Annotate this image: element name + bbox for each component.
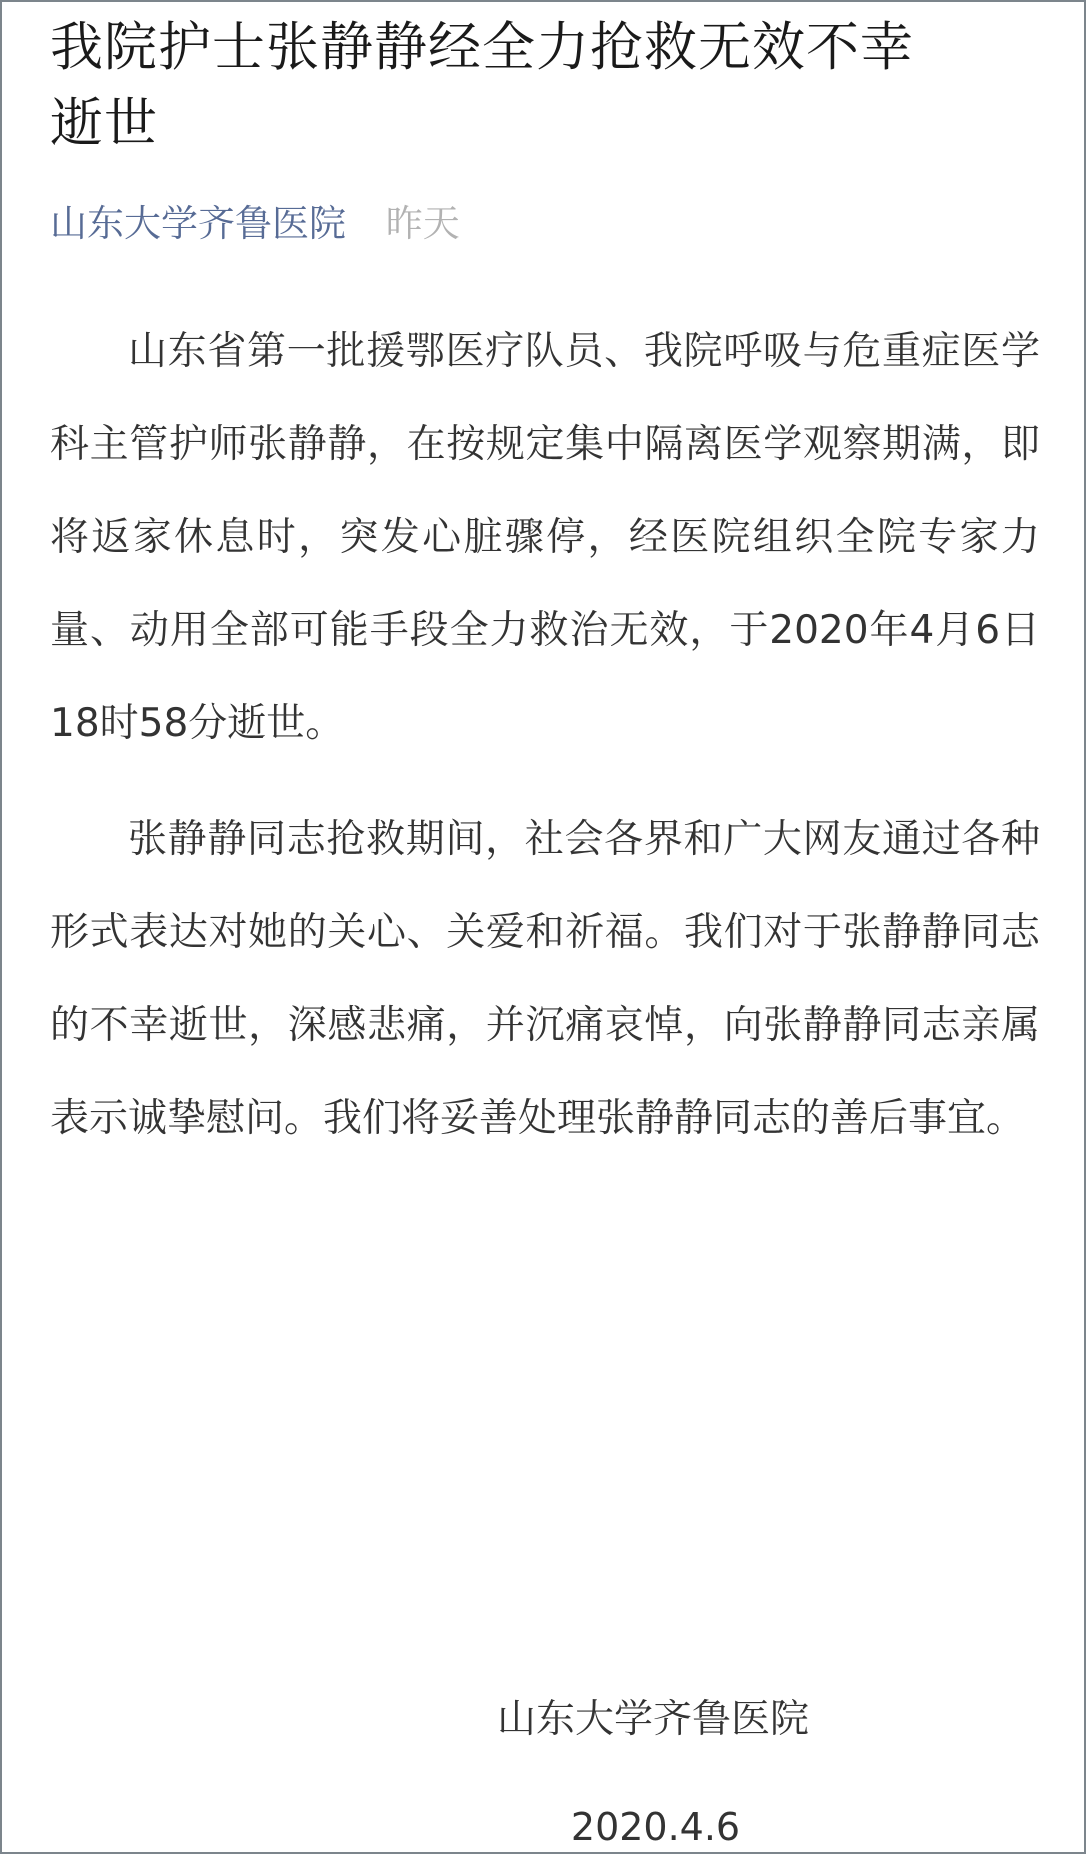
article-paragraph: 山东省第一批援鄂医疗队员、我院呼吸与危重症医学科主管护师张静静，在按规定集中隔离医学观察期满，即将返家休息时，突发心脏骤停，经医院组织全院专家力量、动用全部可能手段全力救治无效，于2020年4月6日18时58分逝世。 [50, 329, 1040, 746]
article-container [50, 2, 1040, 1188]
article-content [50, 305, 1040, 1165]
article-title: 我院护士张静静经全力抢救无效不幸 逝世 [50, 17, 914, 154]
article-paragraph: 张静静同志抢救期间，社会各界和广大网友通过各种形式表达对她的关心、关爱和祈福。我们对于张静静同志的不幸逝世，深感悲痛，并沉痛哀悼，向张静静同志亲属表示诚挚慰问。我们将妥善处理张静静同志的善后事宜。 [50, 817, 1040, 1141]
signature-date: 2020.4.6 [570, 1805, 741, 1849]
author-link[interactable]: 山东大学齐鲁医院 [50, 202, 346, 245]
publish-date: 昨天 [385, 202, 460, 245]
article-meta [50, 198, 1040, 250]
signature-organization: 山东大学齐鲁医院 [496, 1697, 809, 1742]
